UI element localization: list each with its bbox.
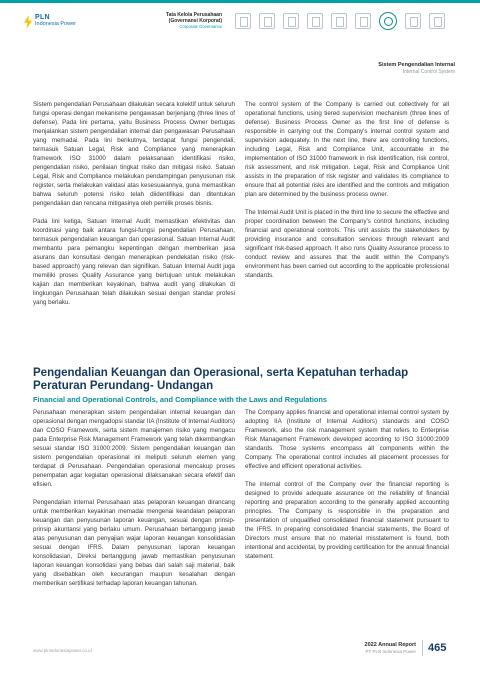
section2-heading bbox=[33, 367, 453, 404]
page-number: 465 bbox=[428, 642, 447, 654]
paragraph: Perusahaan menerapkan sistem pengendalian internal keuangan dan operasional dengan mengadopsi standar IIA (Institute of Internal Auditors) dan COSO Framework, serta sistem manajemen risiko yang mengacu pada Enterprise Risk Management Framework yang telah dikembangkan sesuai standar ISO 31000:2009. Sistem pengendalian keuangan dan sistem pengendalian operasional ini meliputi seluruh elemen yang terdapat di Perusahaan. Pengendalian operasional mencakup proses penempatan agar kegiatan operasional dilaksanakan secara efektif dan efisien. bbox=[33, 409, 235, 488]
top-accent-bar bbox=[0, 0, 480, 3]
section2-left-column bbox=[33, 408, 235, 597]
section-subtitle bbox=[378, 62, 455, 75]
leaf-icon[interactable] bbox=[429, 13, 445, 29]
report-icon[interactable] bbox=[235, 13, 251, 29]
people-icon[interactable] bbox=[307, 13, 323, 29]
footer-divider bbox=[422, 640, 423, 656]
building-icon[interactable] bbox=[331, 13, 347, 29]
footer-report-title bbox=[360, 642, 416, 654]
paragraph: Pada lini ketiga, Satuan Internal Audit memastikan efektivitas dan koordinasi yang baik antara fungsi-fungsi pengendalian Perusahaan, termasuk pengendalian keuangan dan operasional. Satuan Internal Audit membantu para pemangku kepentingan dengan memberikan jasa asurans dan konsultasi dengan menerapkan pendekatan risiko (risk-based approach) yang relevan dan signifikan. Satuan Internal Audit juga memiliki proses Quality Assurance yang bertujuan untuk melakukan kajian dan memberikan keyakinan, bahwa audit yang dilakukan di lingkungan Perusahaan telah dilakukan sesuai dengan standar profesi yang berlaku. bbox=[33, 218, 235, 306]
section1-right-column bbox=[245, 100, 449, 289]
heading-en: Financial and Operational Controls, and Compliance with the Laws and Regulations bbox=[33, 395, 328, 404]
company-logo[interactable] bbox=[24, 14, 76, 29]
globe-icon[interactable] bbox=[355, 13, 371, 29]
report-year-label: 2022 Annual Report bbox=[364, 642, 416, 648]
section-subtitle-en: Internal Control System bbox=[402, 68, 455, 75]
paragraph: The Company applies financial and operational internal control system by adopting IIA (Institute of Internal Auditors) standards and COSO Framework, also the risk management system that refers to Enterprise Risk Management Framework developed according to ISO 31000:2009 standards. Those systems encompass all components within the Company. The operational control includes all placement processes for effective and efficient operational activities. bbox=[245, 409, 449, 470]
logo-subbrand-text: Indonesia Power bbox=[35, 21, 76, 27]
emblem-icon[interactable] bbox=[379, 12, 397, 30]
section1-left-column bbox=[33, 100, 235, 316]
heading-id: Pengendalian Keuangan dan Operasional, serta Kepatuhan terhadap Peraturan Perundang- Undangan bbox=[33, 367, 409, 392]
paragraph: Sistem pengendalian Perusahaan dilakukan secara kolektif untuk seluruh fungsi operasi dengan mekanisme pengawasan berjenjang (three lines of defense). Pada lini pertama, yaitu Business Process Owner bertugas menjalankan sistem pengendalian internal dan pengawasan Perusahaan yang memadai. Pada lini berikutnya, terdapat fungsi pengendali, termasuk Satuan Legal, Risk and Compliance yang menerapkan framework ISO 31000 dalam pelaksanaan identifikasi risiko, pengendalian risiko, penilaian tingkat risiko dan mitigasi risiko. Satuan Legal, Risk and Compliance melakukan pendampingan penyusunan risk register, serta melakukan validasi atas kesesuaiannya, guna memastikan bahwa seluruh potensi risiko telah diidentifikasi dan ditentukan pengendalian dan rencana mitigasinya oleh pemilik proses bisnis. bbox=[33, 101, 235, 207]
paragraph: Pengendalian internal Perusahaan atas pelaporan keuangan dirancang untuk memberikan keyakinan memadai mengenai keandalan pelaporan keuangan dan penyusunan laporan keuangan, sesuai dengan prinsip-prinsip akuntansi yang berlaku umum. Perusahaan bertanggung jawab atas penyusunan dan penyajian wajar laporan keuangan konsolidasian sesuai dengan IFRS. Dalam penyusunan laporan keuangan konsolidasian, Direksi bertanggung jawab memastikan penyusunan laporan keuangan konsolidasi yang bebas dari salah saji material, baik yang disebabkan oleh kecurangan maupun kesalahan dengan memberikan sertifikasi terhadap laporan keuangan tahunan. bbox=[33, 499, 235, 587]
footer-website-link[interactable]: www.plnindonesiapower.co.id bbox=[33, 648, 92, 653]
paragraph: The internal control of the Company over the financial reporting is designed to provide adequate assurance on the reliability of financial reporting and preparation according to the generally applied accounting principles. The Company is responsible in the preparation and presentation of unqualified consolidated financial statement pursuant to the IFRS. In preparing consolidated financial statements, the Board of Directors must ensure that no material misstatement is found, both intentional and accidental, by providing certification for the annual financial statement. bbox=[245, 481, 449, 560]
lightning-logo-icon bbox=[24, 15, 32, 29]
document-icon[interactable] bbox=[405, 13, 421, 29]
chart-icon[interactable] bbox=[283, 13, 299, 29]
paragraph: The Internal Audit Unit is placed in the third line to secure the effective and proper coordination between the Company's control functions, including financial and operational controls. This unit assists the stakeholders by providing insurance and consultation services through relevant and significant risk-based approach. It also runs Quality Assurance process to conduct review and assures that the audit within the Company's environment has been carried out according to the applicable professional standards. bbox=[245, 209, 449, 279]
book-icon[interactable] bbox=[259, 13, 275, 29]
chapter-nav bbox=[235, 12, 453, 30]
chapter-title-en: Corporate Governance bbox=[179, 23, 222, 29]
paragraph: The control system of the Company is carried out collectively for all operational functions, using tiered supervision mechanism (three lines of defense). Business Process Owner as the first line of defense is responsible in carrying out the Company's internal control system and supervision adequately. In the next line, there are controlling functions, including Legal, Risk and Compliance Unit, accountable in the implementation of ISO 31000 framework in risk identification, risk control, risk assessment, and risk mitigation. Legal, Risk and Compliance Unit assists in the preparation of risk register and validates its compliance to ensure that all potential risks are identified and the controls and mitigation plan are determined by the business process owner. bbox=[245, 101, 449, 198]
chapter-title bbox=[164, 13, 222, 29]
report-company-label: PT PLN Indonesia Power bbox=[365, 648, 416, 654]
chapter-title-line1: Tata Kelola Perusahaan bbox=[165, 12, 222, 18]
chapter-title-line2: (Governansi Korporat) bbox=[168, 17, 222, 24]
section2-right-column bbox=[245, 408, 449, 570]
section-subtitle-id: Sistem Pengendalian Internal bbox=[378, 62, 455, 68]
logo-brand-text: PLN bbox=[35, 14, 50, 21]
